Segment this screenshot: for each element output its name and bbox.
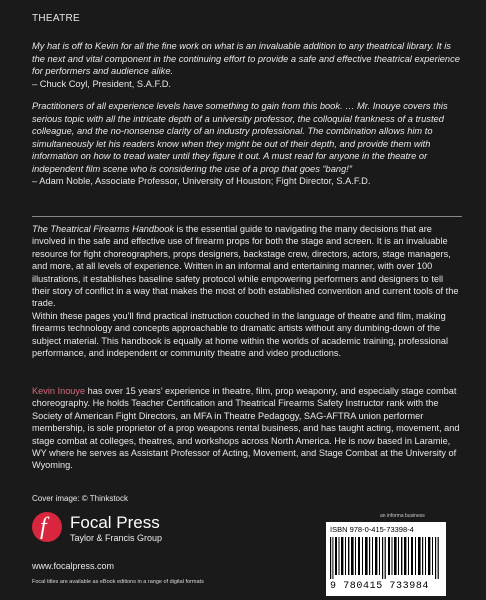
contents-paragraph: Within these pages you’ll find practical instruction couched in the language of theatre and film, making firearms technology and concepts approachable to dramatic artists without any dumbing-down of the subject material. This handbook is equally at home within the worlds of academic training, professional performance, and independent or community theatre and video productions. xyxy=(32,311,449,359)
divider xyxy=(32,216,462,217)
book-title: The Theatrical Firearms Handbook xyxy=(32,224,174,234)
quote-attribution: – Chuck Coyl, President, S.A.F.D. xyxy=(32,78,171,89)
quote-attribution: – Adam Noble, Associate Professor, University of Houston; Fight Director, S.A.F.D. xyxy=(32,176,371,186)
back-cover xyxy=(32,0,460,600)
cover-credit: Cover image: © Thinkstock xyxy=(32,494,129,503)
description-text: is the essential guide to navigating the many decisions that are involved in the safe and effective use of firearm props for both the stage and screen. It is an invaluable resource for fight choreographers, props designers, backstage crew, directors, actors, stage managers, and more, at all levels of experience. Written in an informal and entertaining manner, with over 100 illustrations, it establishes baseline safety protocol while empowering performers and designers to tell their story of conflict in a way that makes the most of both established convention and current tools of the trade. xyxy=(32,224,459,309)
informa-label: an informa business xyxy=(380,513,425,519)
barcode-icon xyxy=(330,537,442,579)
quote-coyl xyxy=(32,40,460,90)
description-paragraph xyxy=(32,223,462,310)
isbn-label: ISBN 978-0-415-73398-4 xyxy=(330,525,414,534)
author-bio-text: has over 15 years’ experience in theatre, film, prop weaponry, and especially stage combat choreography. He holds Teacher Certification and Theatrical Firearms Safety Instructor rank with the Society of American Fight Directors, an MFA in Theatre Pedagogy, SAG-AFTRA union performer membership, is sole proprietor of a prop weapons rental business, and has taught acting, movement, and stage combat at colleges, theatres, and workshops across North America. He is now based in Laramie, WY where he serves as Assistant Professor of Acting, Movement, and Stage Combat at the University of Wyoming. xyxy=(32,386,460,471)
publisher-group: Taylor & Francis Group xyxy=(70,533,163,543)
focal-press-logo-icon xyxy=(32,512,62,542)
author-name: Kevin Inouye xyxy=(32,386,86,396)
author-bio xyxy=(32,385,462,472)
barcode-box xyxy=(326,522,446,596)
quote-noble xyxy=(32,100,460,188)
publisher-name: Focal Press xyxy=(70,513,160,532)
logo-letter: f xyxy=(40,514,47,540)
ebook-note: Focal titles are available as eBook editions in a range of digital formats xyxy=(32,579,204,585)
category-label: THEATRE xyxy=(32,13,81,24)
quote-text: Practitioners of all experience levels have something to gain from this book. … Mr. Inouye covers this serious topic with all the intricate depth of a university professor, the colloquial frankness of a trusted colleague, and the no-nonsense clarity of an industry professional. The combination allows him to simultaneously let his readers know when they might be out of their depth, and provide them with information on how to tread water until they figure it out. A must read for anyone in the theatre or independent film scene who is considering the use of a prop that goes “bang!” xyxy=(32,101,448,174)
barcode-number: 9 780415 733984 xyxy=(330,581,430,592)
quote-text: My hat is off to Kevin for all the fine work on what is an invaluable addition to any theatrical library. It is the next and vital component in the continuing effort to provide a safe and effective theatrical experience for performers and audience alike. xyxy=(32,41,460,76)
publisher-url: www.focalpress.com xyxy=(32,561,115,571)
